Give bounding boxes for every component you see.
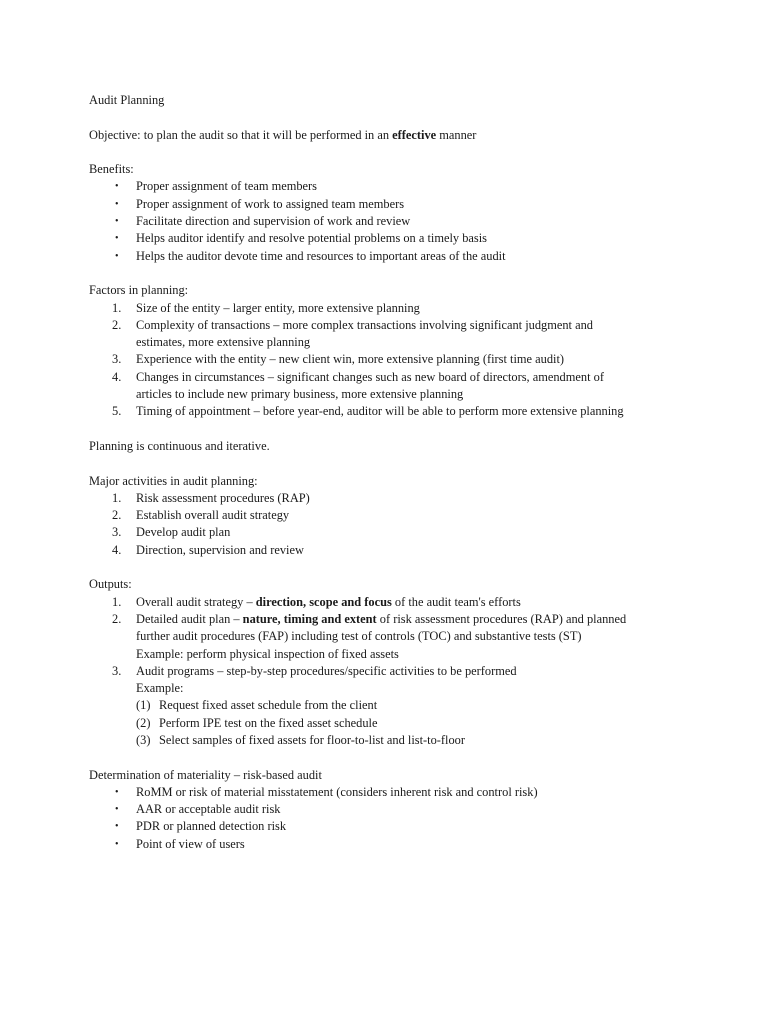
factors-list <box>89 300 689 421</box>
item-number: 5. <box>112 404 122 419</box>
bullet-icon: • <box>115 804 119 816</box>
objective-prefix: Objective: to plan the audit so that it will be performed in an <box>89 127 393 142</box>
list-item <box>89 369 689 404</box>
list-item <box>89 611 689 663</box>
objective-line <box>89 127 689 144</box>
bullet-icon: • <box>115 250 119 262</box>
list-item <box>89 818 689 835</box>
materiality-text: PDR or planned detection risk <box>136 819 287 834</box>
objective-bold: effective <box>392 127 437 142</box>
activity-text: Develop audit plan <box>136 525 231 540</box>
factor-text: Experience with the entity – new client win, more extensive planning (first time audit) <box>136 352 565 367</box>
list-item <box>89 801 689 818</box>
output-text <box>136 611 689 628</box>
benefits-list <box>89 178 689 264</box>
factors-heading: Factors in planning: <box>89 283 189 298</box>
item-number: 4. <box>112 542 122 557</box>
sub-list-item <box>89 697 689 714</box>
materiality-text: RoMM or risk of material misstatement (considers inherent risk and control risk) <box>136 784 538 799</box>
item-number: 2. <box>112 611 122 626</box>
output-example: Example: perform physical inspection of fixed assets <box>136 646 399 661</box>
activity-text: Risk assessment procedures (RAP) <box>136 490 310 505</box>
output-prefix: Detailed audit plan – <box>136 611 243 626</box>
outputs-list <box>89 594 689 750</box>
factor-text-continued: articles to include new primary business, more extensive planning <box>136 387 464 402</box>
materiality-text: AAR or acceptable audit risk <box>136 802 281 817</box>
list-item <box>89 248 689 265</box>
list-item <box>89 836 689 853</box>
list-item <box>89 784 689 801</box>
output-text <box>136 594 689 611</box>
sub-item-number: (3) <box>136 732 151 747</box>
list-item <box>89 507 689 524</box>
item-number: 3. <box>112 663 122 678</box>
list-item <box>89 213 689 230</box>
item-number: 2. <box>112 508 122 523</box>
outputs-heading: Outputs: <box>89 577 132 592</box>
item-number: 3. <box>112 525 122 540</box>
activities-list <box>89 490 689 559</box>
list-item <box>89 351 689 368</box>
benefit-text: Proper assignment of work to assigned team members <box>136 196 405 211</box>
output-example-label: Example: <box>136 681 184 696</box>
item-number: 1. <box>112 594 122 609</box>
materiality-heading: Determination of materiality – risk-based audit <box>89 767 322 782</box>
output-prefix: Overall audit strategy – <box>136 594 256 609</box>
document-title: Audit Planning <box>89 93 165 107</box>
activities-heading: Major activities in audit planning: <box>89 473 258 488</box>
list-item <box>89 300 689 317</box>
document-page <box>89 92 689 853</box>
factor-text: Changes in circumstances – significant changes such as new board of directors, amendment of <box>136 369 604 384</box>
sub-item-text: Select samples of fixed assets for floor-to-list and list-to-floor <box>159 732 466 747</box>
objective-suffix: manner <box>436 127 477 142</box>
output-bold: nature, timing and extent <box>242 611 377 626</box>
sub-list-item <box>89 732 689 749</box>
list-item <box>89 178 689 195</box>
list-item <box>89 542 689 559</box>
list-item <box>89 403 689 420</box>
sub-item-text: Perform IPE test on the fixed asset schedule <box>159 715 378 730</box>
output-suffix: of risk assessment procedures (RAP) and planned <box>376 611 627 626</box>
list-item <box>89 663 689 698</box>
bullet-icon: • <box>115 198 119 210</box>
list-item <box>89 317 689 352</box>
benefit-text: Helps auditor identify and resolve potential problems on a timely basis <box>136 231 487 246</box>
materiality-list <box>89 784 689 853</box>
sub-item-number: (1) <box>136 698 151 713</box>
sub-list-item <box>89 715 689 732</box>
list-item <box>89 490 689 507</box>
item-number: 3. <box>112 352 122 367</box>
benefit-text: Proper assignment of team members <box>136 179 317 194</box>
factor-text: Size of the entity – larger entity, more extensive planning <box>136 300 420 315</box>
output-suffix: of the audit team's efforts <box>391 594 521 609</box>
bullet-icon: • <box>115 233 119 245</box>
bullet-icon: • <box>115 821 119 833</box>
benefit-text: Facilitate direction and supervision of work and review <box>136 214 411 229</box>
item-number: 1. <box>112 300 122 315</box>
item-number: 1. <box>112 490 122 505</box>
materiality-text: Point of view of users <box>136 836 245 851</box>
factor-text: Timing of appointment – before year-end, auditor will be able to perform more extensive planning <box>136 404 624 419</box>
benefit-text: Helps the auditor devote time and resources to important areas of the audit <box>136 248 506 263</box>
continuous-statement: Planning is continuous and iterative. <box>89 438 270 453</box>
factor-text: Complexity of transactions – more complex transactions involving significant judgment and <box>136 317 593 332</box>
list-item <box>89 524 689 541</box>
output-text-continued: further audit procedures (FAP) including test of controls (TOC) and substantive tests (ST) <box>136 629 582 644</box>
bullet-icon: • <box>115 786 119 798</box>
list-item <box>89 230 689 247</box>
bullet-icon: • <box>115 181 119 193</box>
sub-item-number: (2) <box>136 715 151 730</box>
sub-item-text: Request fixed asset schedule from the client <box>159 698 378 713</box>
list-item <box>89 594 689 611</box>
bullet-icon: • <box>115 838 119 850</box>
activity-text: Direction, supervision and review <box>136 542 304 557</box>
factor-text-continued: estimates, more extensive planning <box>136 335 311 350</box>
list-item <box>89 196 689 213</box>
output-bold: direction, scope and focus <box>255 594 392 609</box>
output-text: Audit programs – step-by-step procedures/specific activities to be performed <box>136 663 517 678</box>
item-number: 2. <box>112 317 122 332</box>
benefits-heading: Benefits: <box>89 162 134 177</box>
item-number: 4. <box>112 369 122 384</box>
bullet-icon: • <box>115 216 119 228</box>
activity-text: Establish overall audit strategy <box>136 508 290 523</box>
